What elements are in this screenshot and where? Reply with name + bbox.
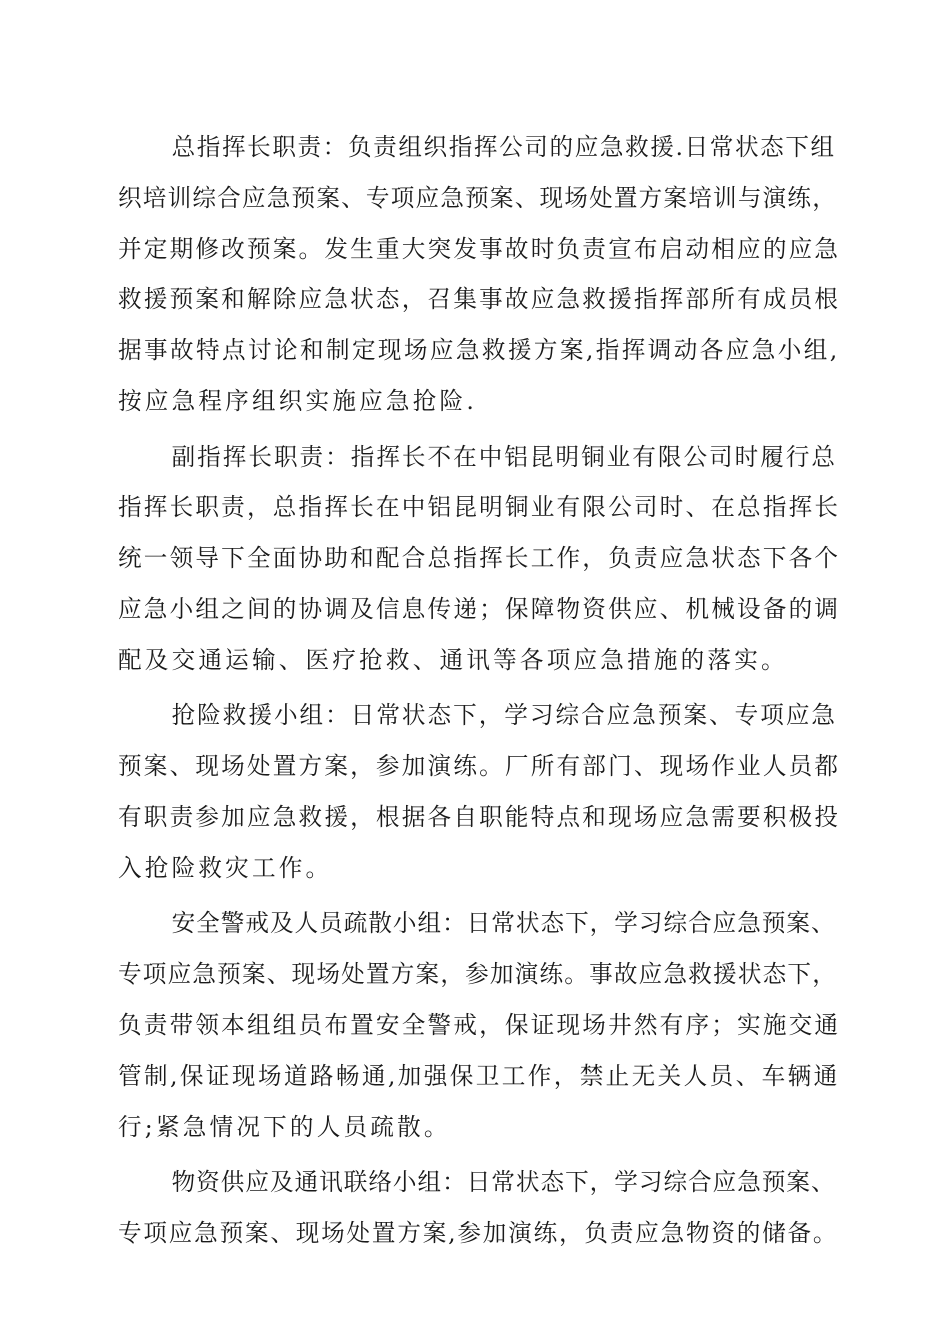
- text-line: 有职责参加应急救援，根据各自职能特点和现场应急需要积极投: [118, 802, 841, 831]
- text-line: 行;紧急情况下的人员疏散。: [118, 1112, 451, 1141]
- text-line: 抢险救援小组：日常状态下，学习综合应急预案、专项应急: [171, 701, 838, 730]
- text-line: 织培训综合应急预案、专项应急预案、现场处置方案培训与演练，: [118, 183, 838, 212]
- text-line: 指挥长职责，总指挥长在中铝昆明铜业有限公司时、在总指挥长: [118, 493, 841, 522]
- text-line: 据事故特点讨论和制定现场应急救援方案,指挥调动各应急小组,: [118, 336, 840, 365]
- text-line: 按应急程序组织实施应急抢险.: [118, 386, 478, 415]
- text-line: 并定期修改预案。发生重大突发事故时负责宣布启动相应的应急: [118, 234, 841, 263]
- text-line: 专项应急预案、现场处置方案，参加演练。事故应急救援状态下，: [118, 960, 838, 989]
- paragraph-deputy-commander-duties: [118, 432, 840, 686]
- paragraph-commander-duties: [118, 122, 840, 427]
- text-line: 救援预案和解除应急状态，召集事故应急救援指挥部所有成员根: [118, 285, 841, 314]
- document-body: [118, 122, 840, 1264]
- text-line: 管制,保证现场道路畅通,加强保卫工作，禁止无关人员、车辆通: [118, 1061, 840, 1090]
- text-line: 预案、现场处置方案，参加演练。厂所有部门、现场作业人员都: [118, 752, 841, 781]
- text-line: 副指挥长职责：指挥长不在中铝昆明铜业有限公司时履行总: [171, 442, 838, 471]
- text-line: 入抢险救灾工作。: [118, 853, 333, 882]
- text-line: 统一领导下全面协助和配合总指挥长工作，负责应急状态下各个: [118, 544, 841, 573]
- text-line: 物资供应及通讯联络小组：日常状态下，学习综合应急预案、: [171, 1168, 836, 1197]
- text-line: 应急小组之间的协调及信息传递；保障物资供应、机械设备的调: [118, 594, 841, 623]
- paragraph-rescue-team: [118, 690, 840, 893]
- paragraph-supply-communication-team: [118, 1157, 840, 1259]
- text-line: 配及交通运输、医疗抢救、通讯等各项应急措施的落实。: [118, 645, 788, 674]
- text-line: 安全警戒及人员疏散小组：日常状态下，学习综合应急预案、: [171, 909, 836, 938]
- text-line: 总指挥长职责：负责组织指挥公司的应急救援.日常状态下组: [171, 133, 836, 161]
- paragraph-security-evacuation-team: [118, 898, 840, 1152]
- text-line: 负责带领本组组员布置安全警戒，保证现场井然有序；实施交通: [118, 1010, 841, 1039]
- text-line: 专项应急预案、现场处置方案,参加演练，负责应急物资的储备。: [118, 1218, 839, 1247]
